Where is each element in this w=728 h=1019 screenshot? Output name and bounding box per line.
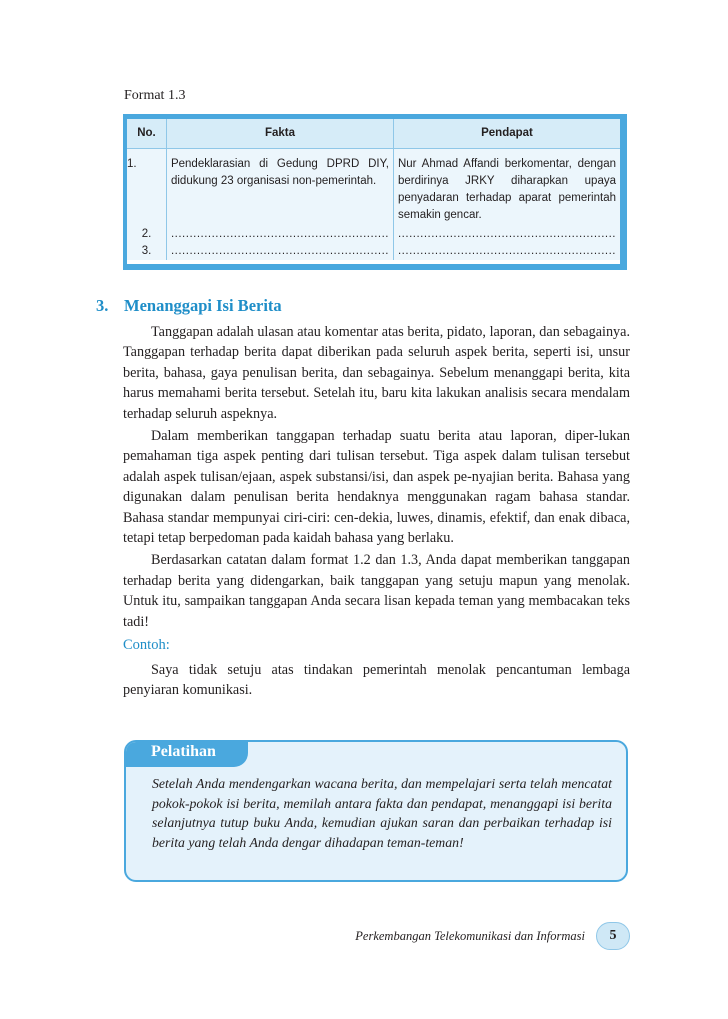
section-title: Menanggapi Isi Berita — [124, 296, 282, 315]
fakta-cell: ........................................................... — [166, 243, 393, 260]
row-number: 2. — [127, 226, 166, 243]
pendapat-cell: ........................................................... — [393, 226, 620, 243]
paragraph: Dalam memberikan tanggapan terhadap suatu berita atau laporan, diper-lukan pemahaman tiga aspek penting dari tulisan tersebut. Tiga aspek dalam tulisan tersebut adalah aspek tulisan/ejaan, aspek substansi/isi, dan aspek pe-nyajian berita. Bahasa yang digunakan dalam penulisan berita hendaknya menggunakan ragam bahasa standar. Bahasa standar mempunyai ciri-ciri: cen-dekia, luwes, dinamis, efektif, dan enak dibaca, tetapi tetap berpedoman pada kaidah bahasa yang berlaku. — [123, 428, 630, 547]
format-table-inner — [127, 119, 620, 264]
example-text: Saya tidak setuju atas tindakan pemerintah menolak pencantuman lembaga penyiaran komunikasi. — [123, 662, 630, 699]
format-label: Format 1.3 — [124, 88, 186, 103]
header-fakta: Fakta — [166, 119, 393, 149]
table-row — [127, 243, 620, 260]
fakta-cell: Pendeklarasian di Gedung DPRD DIY, didukung 23 organisasi non-pemerintah. — [166, 149, 393, 227]
pendapat-cell: ........................................................... — [393, 243, 620, 260]
row-number: 1. — [127, 149, 166, 227]
paragraph: Berdasarkan catatan dalam format 1.2 dan 1.3, Anda dapat memberikan tanggapan terhadap berita yang didengarkan, baik tanggapan yang setuju mapun yang menolak. Untuk itu, sampaikan tanggapan Anda secara lisan kepada teman yang membacakan teks tadi! — [123, 552, 630, 630]
row-number: 3. — [127, 243, 166, 260]
table-header-row — [127, 119, 620, 149]
table-row — [127, 226, 620, 243]
header-no: No. — [127, 119, 166, 149]
pendapat-cell: Nur Ahmad Affandi berkomentar, dengan berdirinya JRKY diharapkan upaya penyadaran terhadap aparat pemerintah semakin gencar. — [393, 149, 620, 227]
table-row — [127, 149, 620, 227]
section-number: 3. — [96, 296, 109, 315]
page-number: 5 — [596, 922, 630, 950]
fakta-cell: ........................................................... — [166, 226, 393, 243]
section-body — [123, 322, 630, 632]
section-heading — [96, 296, 282, 316]
paragraph: Tanggapan adalah ulasan atau komentar atas berita, pidato, laporan, dan sebagainya. Tanggapan terhadap berita dapat diberikan pada seluruh aspek berita, seperti isi, unsur berita, bahasa, gaya penulisan berita, dan sebagainya. Sebelum menanggapi berita, kita harus memahami berita tersebut. Setelah itu, baru kita lakukan analisis secara mendalam terhadap seluruh aspeknya. — [123, 324, 630, 422]
fact-opinion-table — [127, 119, 620, 260]
header-pendapat: Pendapat — [393, 119, 620, 149]
practice-title: Pelatihan — [151, 743, 216, 760]
format-table-frame — [123, 114, 627, 270]
example-label: Contoh: — [123, 637, 170, 653]
running-footer: Perkembangan Telekomunikasi dan Informasi — [355, 929, 585, 943]
practice-text: Setelah Anda mendengarkan wacana berita, dan mempelajari serta telah mencatat pokok-pokok isi berita, memilah antara fakta dan pendapat, menanggapi isi berita selanjutnya tutup buku Anda, kemudian ajukan saran dan perbaikan terhadap isi berita yang telah Anda dengar dihadapan teman-teman! — [152, 776, 612, 850]
example-body — [123, 660, 630, 701]
